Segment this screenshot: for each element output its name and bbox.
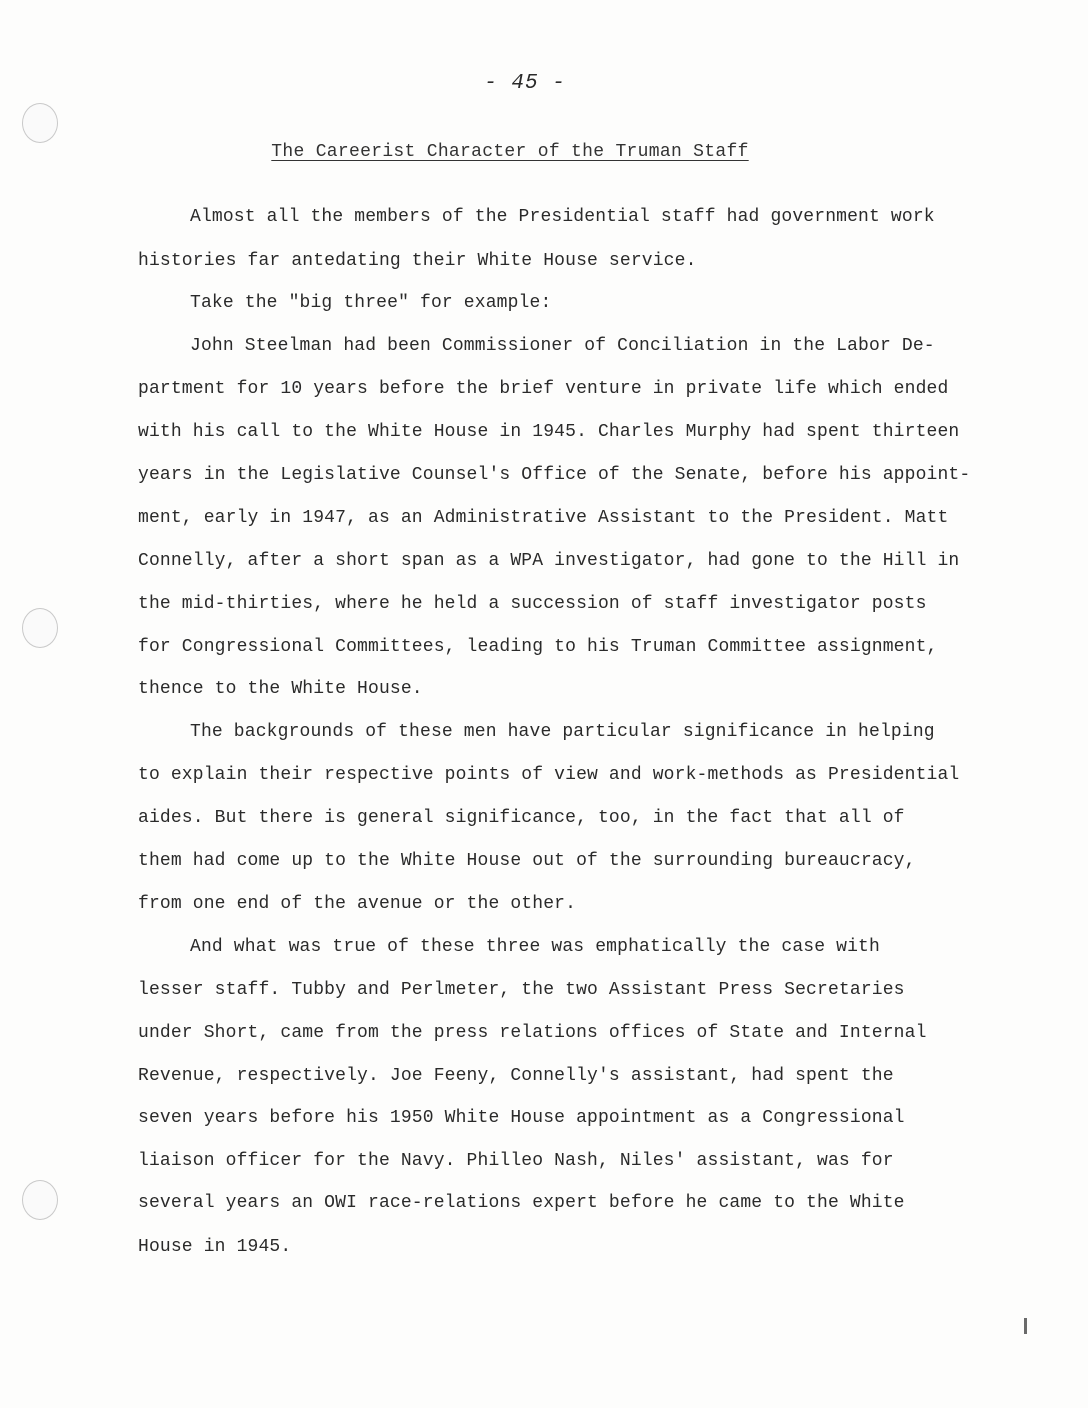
body-text-line: Take the "big three" for example: xyxy=(190,293,552,313)
body-text-line: several years an OWI race-relations expert before he came to the White xyxy=(138,1193,905,1213)
body-text-line: to explain their respective points of view and work-methods as Presidential xyxy=(138,765,960,785)
body-text-line: them had come up to the White House out of the surrounding bureaucracy, xyxy=(138,851,916,871)
body-text-line: Connelly, after a short span as a WPA investigator, had gone to the Hill in xyxy=(138,551,960,571)
body-text-line: House in 1945. xyxy=(138,1237,292,1257)
punch-hole xyxy=(22,608,58,648)
body-text-line: ment, early in 1947, as an Administrative Assistant to the President. Matt xyxy=(138,508,949,528)
punch-hole xyxy=(22,1180,58,1220)
body-text-line: Almost all the members of the Presidential staff had government work xyxy=(190,207,935,227)
body-text-line: John Steelman had been Commissioner of Conciliation in the Labor De- xyxy=(190,336,935,356)
body-text-line: the mid-thirties, where he held a succession of staff investigator posts xyxy=(138,594,927,614)
body-text-line: from one end of the avenue or the other. xyxy=(138,894,577,914)
body-text-line: And what was true of these three was emphatically the case with xyxy=(190,937,880,957)
body-text-line: liaison officer for the Navy. Philleo Nash, Niles' assistant, was for xyxy=(138,1151,894,1171)
body-text-line: aides. But there is general significance, too, in the fact that all of xyxy=(138,808,905,828)
body-text-line: partment for 10 years before the brief venture in private life which ended xyxy=(138,379,949,399)
body-text-line: The backgrounds of these men have particular significance in helping xyxy=(190,722,935,742)
body-text-line: with his call to the White House in 1945. Charles Murphy had spent thirteen xyxy=(138,422,960,442)
body-text-line: years in the Legislative Counsel's Office of the Senate, before his appoint- xyxy=(138,465,971,485)
body-text-line: histories far antedating their White House service. xyxy=(138,251,697,271)
body-text-line: seven years before his 1950 White House appointment as a Congressional xyxy=(138,1108,905,1128)
punch-hole xyxy=(22,103,58,143)
body-text-line: thence to the White House. xyxy=(138,679,423,699)
body-text-line: Revenue, respectively. Joe Feeny, Connelly's assistant, had spent the xyxy=(138,1066,894,1086)
body-text-line: under Short, came from the press relations offices of State and Internal xyxy=(138,1023,927,1043)
section-heading: The Careerist Character of the Truman Staff xyxy=(271,142,749,162)
scan-mark xyxy=(1024,1318,1027,1334)
page-number: - 45 - xyxy=(484,72,566,95)
body-text-line: lesser staff. Tubby and Perlmeter, the two Assistant Press Secretaries xyxy=(138,980,905,1000)
body-text-line: for Congressional Committees, leading to his Truman Committee assignment, xyxy=(138,637,938,657)
